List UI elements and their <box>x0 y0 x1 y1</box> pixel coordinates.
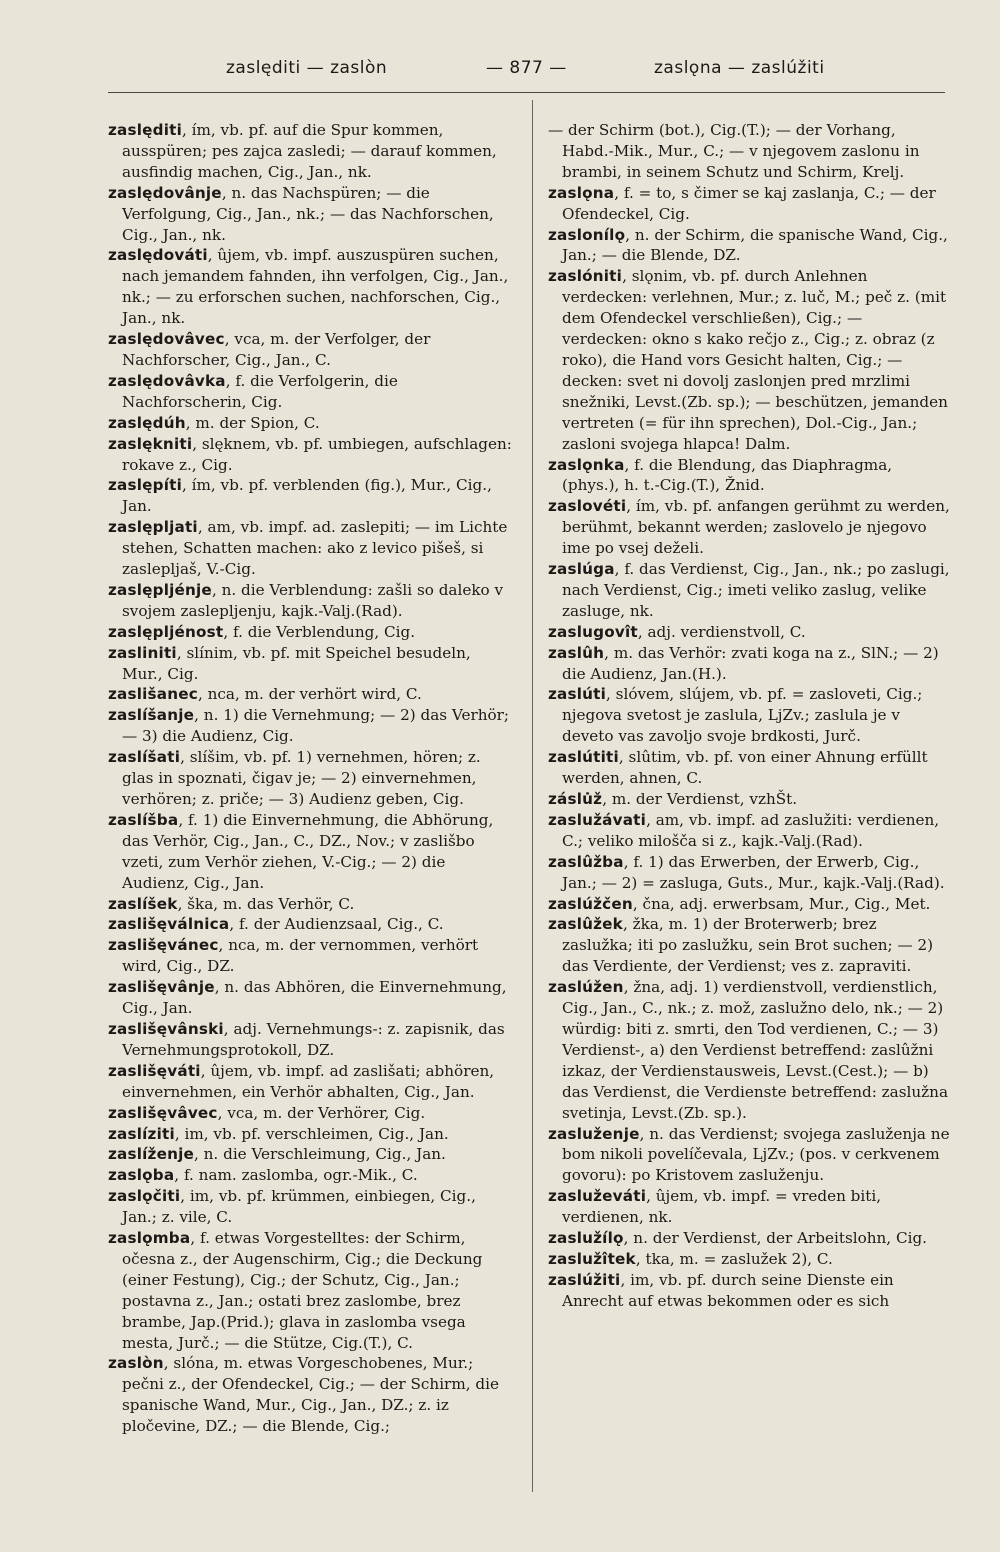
entry-definition: , f. = to, s čimer se kaj zaslanja, C.; — der Ofendeckel, Cig. <box>562 183 936 223</box>
dictionary-entry <box>108 1353 512 1437</box>
page-header <box>108 58 945 93</box>
right-column <box>548 120 950 1312</box>
dictionary-entry <box>548 183 950 225</box>
dictionary-entry <box>548 810 950 852</box>
entry-definition: , n. das Abhören, die Einvernehmung, Cig., Jan. <box>122 978 507 1018</box>
dictionary-entry <box>108 580 512 622</box>
entry-headword: zaslędovâvec <box>108 330 225 349</box>
entry-headword: zaslíšati <box>108 748 181 767</box>
entry-headword: zaslišęvâvec <box>108 1103 218 1122</box>
dictionary-entry <box>108 245 512 329</box>
dictionary-entry <box>548 1249 950 1270</box>
entry-headword: zaslędováti <box>108 246 208 265</box>
entry-definition: , m. der Verdienst, vzhŠt. <box>602 790 798 808</box>
dictionary-entry <box>548 455 950 497</box>
dictionary-entry <box>108 1103 512 1124</box>
entry-headword: zaslǫmba <box>108 1229 191 1248</box>
dictionary-entry <box>548 1228 950 1249</box>
entry-definition: , slóna, m. etwas Vorgeschobenes, Mur.; pečni z., der Ofendeckel, Cig.; — der Schirm, die spanische Wand, Mur., Cig., Jan., DZ.; z. iz pločevine, DZ.; — die Blende, Cig.; <box>122 1354 499 1436</box>
entry-headword: zaslovéti <box>548 497 627 516</box>
dictionary-entry <box>108 977 512 1019</box>
entry-headword: zaslǫčiti <box>108 1187 181 1206</box>
entry-definition: , n. der Schirm, die spanische Wand, Cig., Jan.; — die Blende, DZ. <box>562 225 948 265</box>
dictionary-entry <box>108 1186 512 1228</box>
entry-headword: zaslędúh <box>108 413 186 432</box>
dictionary-entry <box>108 413 512 434</box>
entry-definition: , m. das Verhör: zvati koga na z., SlN.; — 2) die Audienz, Jan.(H.). <box>562 643 939 683</box>
entry-definition: , f. die Verfolgerin, die Nachforscherin, Cig. <box>122 371 398 411</box>
dictionary-entry <box>548 559 950 622</box>
dictionary-entry <box>108 434 512 476</box>
dictionary-entry <box>108 643 512 685</box>
entry-headword: zaslišęválnica <box>108 915 230 934</box>
dictionary-entry <box>108 1228 512 1353</box>
dictionary-entry <box>108 517 512 580</box>
entry-definition: , n. die Verschleimung, Cig., Jan. <box>194 1145 446 1164</box>
dictionary-entry <box>548 266 950 454</box>
entry-definition: — der Schirm (bot.), Cig.(T.); — der Vorhang, Habd.-Mik., Mur., C.; — v njegovem zaslonu in brambi, in seinem Schutz und Schirm, Krelj. <box>548 121 920 181</box>
entry-definition: , žna, adj. 1) verdienstvoll, verdienstlich, Cig., Jan., C., nk.; z. mož, zaslužno delo, nk.; — 2) würdig: biti z. smrti, den Tod verdienen, C.; — 3) Verdienst-, a) den Verdienst betreffend: zaslûžni izkaz, der Verdienstausweis, Levst.(Cest.); — b) das Verdienst, die Verdienste betreffend: zaslužna svetinja, Levst.(Zb. sp.). <box>562 978 949 1122</box>
entry-definition: , slínim, vb. pf. mit Speichel besudeln, Mur., Cig. <box>122 643 471 683</box>
dictionary-entry <box>548 747 950 789</box>
entry-definition: , im, vb. pf. krümmen, einbiegen, Cig., Jan.; z. vile, C. <box>122 1187 476 1227</box>
entry-headword: zaslǫna <box>548 183 615 202</box>
header-right-guide: zaslǫna — zaslúžiti <box>654 58 825 78</box>
entry-definition: , slóvem, slújem, vb. pf. = zasloveti, Cig.; njegova svetost je zaslula, LjZv.; zaslula je v deveto vas zavoljo svoje brdkosti, Jurč. <box>562 685 923 746</box>
dictionary-entry <box>108 1165 512 1186</box>
dictionary-entry <box>548 977 950 1123</box>
entry-headword: zaslûh <box>548 643 605 662</box>
entry-headword: zaslępljénost <box>108 622 224 641</box>
dictionary-entry <box>108 894 512 915</box>
entry-headword: zasluženje <box>548 1124 640 1143</box>
entry-definition: , f. nam. zaslomba, ogr.-Mik., C. <box>174 1166 418 1185</box>
entry-headword: zaslišęváti <box>108 1061 201 1080</box>
page-number: — 877 — <box>486 58 567 78</box>
entry-headword: zaslišęvânski <box>108 1019 224 1038</box>
entry-headword: zaslútiti <box>548 748 619 767</box>
entry-headword: zaslíšba <box>108 810 179 829</box>
entry-headword: zaslúžiti <box>548 1270 621 1289</box>
entry-headword: zaslíšanje <box>108 706 195 725</box>
entry-headword: zaslužávati <box>548 810 647 829</box>
entry-headword: zaslíženje <box>108 1145 194 1164</box>
entry-definition: , f. der Audienzsaal, Cig., C. <box>229 915 444 934</box>
dictionary-entry <box>548 622 950 643</box>
entry-headword: zaslonílǫ <box>548 225 626 244</box>
dictionary-entry <box>548 643 950 685</box>
dictionary-entry <box>108 1124 512 1145</box>
dictionary-entry <box>108 1144 512 1165</box>
dictionary-entry <box>108 684 512 705</box>
dictionary-entry <box>548 914 950 977</box>
entry-definition: , f. etwas Vorgestelltes: der Schirm, očesna z., der Augenschirm, Cig.; die Deckung (einer Festung), Cig.; der Schutz, Cig., Jan.; postavna z., Jan.; ostati brez zaslombe, brez brambe, Jap.(Prid.); glava in zaslomba vsega mesta, Jurč.; — die Stütze, Cig.(T.), C. <box>122 1229 483 1352</box>
entry-definition: , am, vb. impf. ad. zaslepiti; — im Lichte stehen, Schatten machen: ako z levico pišeš, si zaslepljaš, V.-Cig. <box>122 518 508 579</box>
entry-definition: , slǫnim, vb. pf. durch Anlehnen verdecken: verlehnen, Mur.; z. luč, M.; peč z. (mit dem Ofendeckel verschließen), Cig.; — verdecken: okno s kako rečjo z., Cig.; z. obraz (z roko), die Hand vors Gesicht halten, Cig.; — decken: svet ni dovolj zaslonjen pred mrzlimi snežniki, Levst.(Zb. sp.); — beschützen, jemanden vertreten (= für ihn sprechen), Dol.-Cig., Jan.; zasloni svojega hlapca! Dalm. <box>562 267 948 453</box>
entry-headword: zasliniti <box>108 643 177 662</box>
entry-definition: , tka, m. = zaslužek 2), C. <box>635 1249 833 1268</box>
left-column <box>108 120 512 1437</box>
entry-definition: , ûjem, vb. impf. ad zaslišati; abhören, einvernehmen, ein Verhör abhalten, Cig., Jan. <box>122 1061 495 1101</box>
dictionary-entry <box>108 914 512 935</box>
entry-definition: , n. das Verdienst; svojega zasluženja ne bom nikoli povelíčevala, LjZv.; (pos. v cerkvenem govoru): po Kristovem zasluženju. <box>562 1124 950 1185</box>
entry-definition: , n. die Verblendung: zašli so daleko v svojem zaslepljenju, kajk.-Valj.(Rad). <box>122 580 504 620</box>
dictionary-entry <box>548 120 950 183</box>
dictionary-entry <box>548 225 950 267</box>
dictionary-entry <box>548 496 950 559</box>
dictionary-entry <box>548 1270 950 1312</box>
entry-definition: , m. der Spion, C. <box>185 413 320 432</box>
entry-headword: záslu̇ž <box>548 790 603 808</box>
entry-headword: zaslúti <box>548 685 607 704</box>
dictionary-entry <box>108 622 512 643</box>
entry-definition: , n. 1) die Vernehmung; — 2) das Verhör; — 3) die Audienz, Cig. <box>122 706 510 746</box>
entry-headword: zaslúžčen <box>548 894 633 913</box>
entry-headword: zasluževáti <box>548 1187 647 1206</box>
dictionary-entry <box>548 1186 950 1228</box>
entry-definition: , ím, vb. pf. auf die Spur kommen, ausspüren; pes zajca zasledi; — darauf kommen, ausfindig machen, Cig., Jan., nk. <box>122 121 497 181</box>
dictionary-entry <box>548 852 950 894</box>
entry-headword: zaslępíti <box>108 476 182 495</box>
dictionary-entry <box>108 120 512 183</box>
entry-definition: , čna, adj. erwerbsam, Mur., Cig., Met. <box>632 894 931 913</box>
entry-definition: , im, vb. pf. verschleimen, Cig., Jan. <box>174 1124 449 1143</box>
dictionary-entry <box>108 1061 512 1103</box>
entry-headword: zaslúžen <box>548 978 624 997</box>
dictionary-entry <box>548 684 950 747</box>
entry-definition: , am, vb. impf. ad zaslužiti: verdienen, C.; veliko milošča si z., kajk.-Valj.(Rad). <box>562 810 940 850</box>
dictionary-entry <box>548 1124 950 1187</box>
entry-definition: , slíšim, vb. pf. 1) vernehmen, hören; z. glas in spoznati, čigav je; — 2) einvernehmen, verhören; z. priče; — 3) Audienz geben, Cig. <box>122 748 481 808</box>
entry-headword: zaslíšek <box>108 894 178 913</box>
entry-definition: , ûjem, vb. impf. auszuspüren suchen, nach jemandem fahnden, ihn verfolgen, Cig., Jan., nk.; — zu erforschen suchen, nachforschen, Cig., Jan., nk. <box>122 246 509 328</box>
column-divider <box>532 100 533 1492</box>
entry-headword: zaslępljati <box>108 518 198 537</box>
dictionary-entry <box>108 1019 512 1061</box>
entry-definition: , žka, m. 1) der Broterwerb; brez zaslužka; iti po zaslužku, sein Brot suchen; — 2) das Verdiente, der Verdienst; ves z. zapraviti. <box>562 915 934 976</box>
entry-headword: zaslękniti <box>108 434 193 453</box>
dictionary-entry <box>108 935 512 977</box>
entry-headword: zaslišęvánec <box>108 936 219 955</box>
entry-headword: zaslíziti <box>108 1124 175 1143</box>
entry-headword: zaslûžba <box>548 852 624 871</box>
entry-definition: , ím, vb. pf. anfangen gerühmt zu werden, berühmt, bekannt werden; zaslovelo je njegovo ime po vsej deželi. <box>562 497 950 558</box>
dictionary-entry <box>108 475 512 517</box>
entry-headword: zaslòn <box>108 1354 164 1373</box>
entry-headword: zaslǫba <box>108 1166 175 1185</box>
entry-headword: zaslûžek <box>548 915 623 934</box>
dictionary-entry <box>548 894 950 915</box>
entry-headword: zaslępljénje <box>108 580 212 599</box>
entry-definition: , vca, m. der Verfolger, der Nachforscher, Cig., Jan., C. <box>122 330 431 369</box>
dictionary-entry <box>108 329 512 371</box>
entry-definition: , adj. Vernehmungs-: z. zapisnik, das Vernehmungsprotokoll, DZ. <box>122 1019 505 1059</box>
entry-headword: zaslęditi <box>108 121 182 139</box>
header-left-guide: zaslęditi — zaslòn <box>226 58 388 78</box>
dictionary-entry <box>548 789 950 810</box>
entry-headword: zaslužîtek <box>548 1249 636 1268</box>
entry-definition: , ška, m. das Verhör, C. <box>177 894 355 913</box>
entry-definition: , slęknem, vb. pf. umbiegen, aufschlagen: rokave z., Cig. <box>122 434 512 474</box>
entry-headword: zaslugovît <box>548 622 638 641</box>
dictionary-entry <box>108 810 512 894</box>
entry-headword: zaslóniti <box>548 267 623 286</box>
entry-headword: zaslǫnka <box>548 455 625 474</box>
entry-definition: , f. die Verblendung, Cig. <box>223 622 416 641</box>
entry-headword: zaslužílǫ <box>548 1229 624 1248</box>
entry-definition: , nca, m. der verhört wird, C. <box>197 685 422 704</box>
dictionary-entry <box>108 371 512 413</box>
entry-definition: , f. 1) die Einvernehmung, die Abhörung, das Verhör, Cig., Jan., C., DZ., Nov.; v zaslišbo vzeti, zum Verhör ziehen, V.-Cig.; — 2) die Audienz, Cig., Jan. <box>122 810 494 892</box>
entry-headword: zaslišanec <box>108 685 198 704</box>
entry-definition: , n. das Nachspüren; — die Verfolgung, Cig., Jan., nk.; — das Nachforschen, Cig., Jan., nk. <box>122 183 494 244</box>
entry-definition: , nca, m. der vernommen, verhört wird, Cig., DZ. <box>122 936 479 976</box>
dictionary-entry <box>108 747 512 810</box>
entry-definition: , n. der Verdienst, der Arbeitslohn, Cig. <box>623 1229 927 1248</box>
entry-definition: , f. die Blendung, das Diaphragma, (phys.), h. t.-Cig.(T.), Žnid. <box>562 455 893 495</box>
entry-definition: , f. das Verdienst, Cig., Jan., nk.; po zaslugi, nach Verdienst, Cig.; imeti veliko zaslug, velike zasluge, nk. <box>562 560 950 620</box>
entry-definition: , vca, m. der Verhörer, Cig. <box>217 1103 426 1122</box>
entry-headword: zaslędovânje <box>108 183 222 202</box>
entry-definition: , ím, vb. pf. verblenden (fig.), Mur., Cig., Jan. <box>122 476 492 516</box>
entry-headword: zaslišęvânje <box>108 978 215 997</box>
dictionary-entry <box>108 183 512 246</box>
entry-definition: , f. 1) das Erwerben, der Erwerb, Cig., Jan.; — 2) = zasluga, Guts., Mur., kajk.-Valj.(Rad). <box>562 852 945 892</box>
entry-definition: , im, vb. pf. durch seine Dienste ein Anrecht auf etwas bekommen oder es sich <box>562 1270 894 1310</box>
dictionary-entry <box>108 705 512 747</box>
entry-definition: , slûtim, vb. pf. von einer Ahnung erfüllt werden, ahnen, C. <box>562 748 928 788</box>
entry-headword: zaslúga <box>548 560 615 579</box>
entry-definition: , adj. verdienstvoll, C. <box>637 622 806 641</box>
entry-headword: zaslędovâvka <box>108 371 226 390</box>
entry-definition: , ûjem, vb. impf. = vreden biti, verdienen, nk. <box>562 1187 882 1227</box>
